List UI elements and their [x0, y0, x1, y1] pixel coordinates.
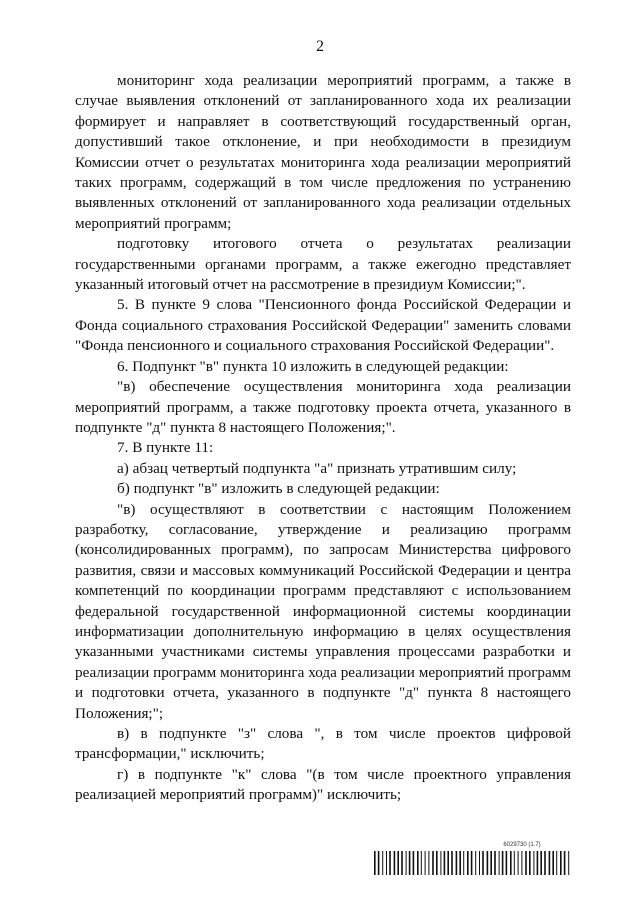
paragraph-item-7g: г) в подпункте "к" слова "(в том числе проектного управления реализацией мероприятий программ)" исключить;	[75, 765, 571, 804]
page-number: 2	[316, 38, 324, 55]
paragraph-item-7v: в) в подпункте "з" слова ", в том числе проектов цифровой трансформации," исключить;	[75, 725, 571, 763]
paragraph-item-7a: а) абзац четвертый подпункта "а" признать утратившим силу;	[117, 459, 517, 477]
paragraph-item-7: 7. В пункте 11:	[117, 439, 214, 457]
document-code: 6029730 (1.7)	[503, 842, 541, 848]
paragraph-item-6: 6. Подпункт "в" пункта 10 изложить в следующей редакции:	[117, 357, 509, 375]
paragraph-item-7b-text: "в) осуществляют в соответствии с настоящим Положением разработку, согласование, утверждение и реализацию программ (консолидированных программ), по запросам Министерства цифрового развития, связи и массовых коммуникаций Российской Федерации и центра компетенций по координации программ представляют с использованием федеральной государственной информационной системы координации информатизации дополнительную информацию в целях осуществления указанными участниками системы управления процессами разработки и реализации программ мониторинга хода реализации мероприятий программ и подготовки отчета, указанного в подпункте "д" пункта 8 настоящего Положения;";	[75, 500, 571, 722]
paragraph-item-7b: б) подпункт "в" изложить в следующей редакции:	[117, 480, 440, 498]
paragraph-item-5: 5. В пункте 9 слова "Пенсионного фонда Российской Федерации и Фонда социального страхования Российской Федерации" заменить словами "Фонда пенсионного и социального страхования Российской Федерации".	[75, 296, 571, 355]
paragraph-final-report: подготовку итогового отчета о результатах реализации государственными органами программ, а также ежегодно представляет указанный итоговый отчет на рассмотрение в президиум Комиссии;".	[75, 235, 571, 294]
paragraph-monitoring: мониторинг хода реализации мероприятий программ, а также в случае выявления отклонений от запланированного хода их реализации формирует и направляет в соответствующий государственный орган, допустивший такое отклонение, и при необходимости в президиум Комиссии отчет о результатах мониторинга хода реализации мероприятий таких программ, содержащий в том числе предложения по устранению выявленных отклонений от запланированного хода реализации отдельных мероприятий программ;	[75, 72, 571, 232]
barcode	[374, 851, 571, 875]
paragraph-item-6-text: "в) обеспечение осуществления мониторинга хода реализации мероприятий программ, а также подготовку проекта отчета, указанного в подпункте "д" пункта 8 настоящего Положения;".	[75, 378, 571, 436]
document-body	[75, 71, 571, 806]
